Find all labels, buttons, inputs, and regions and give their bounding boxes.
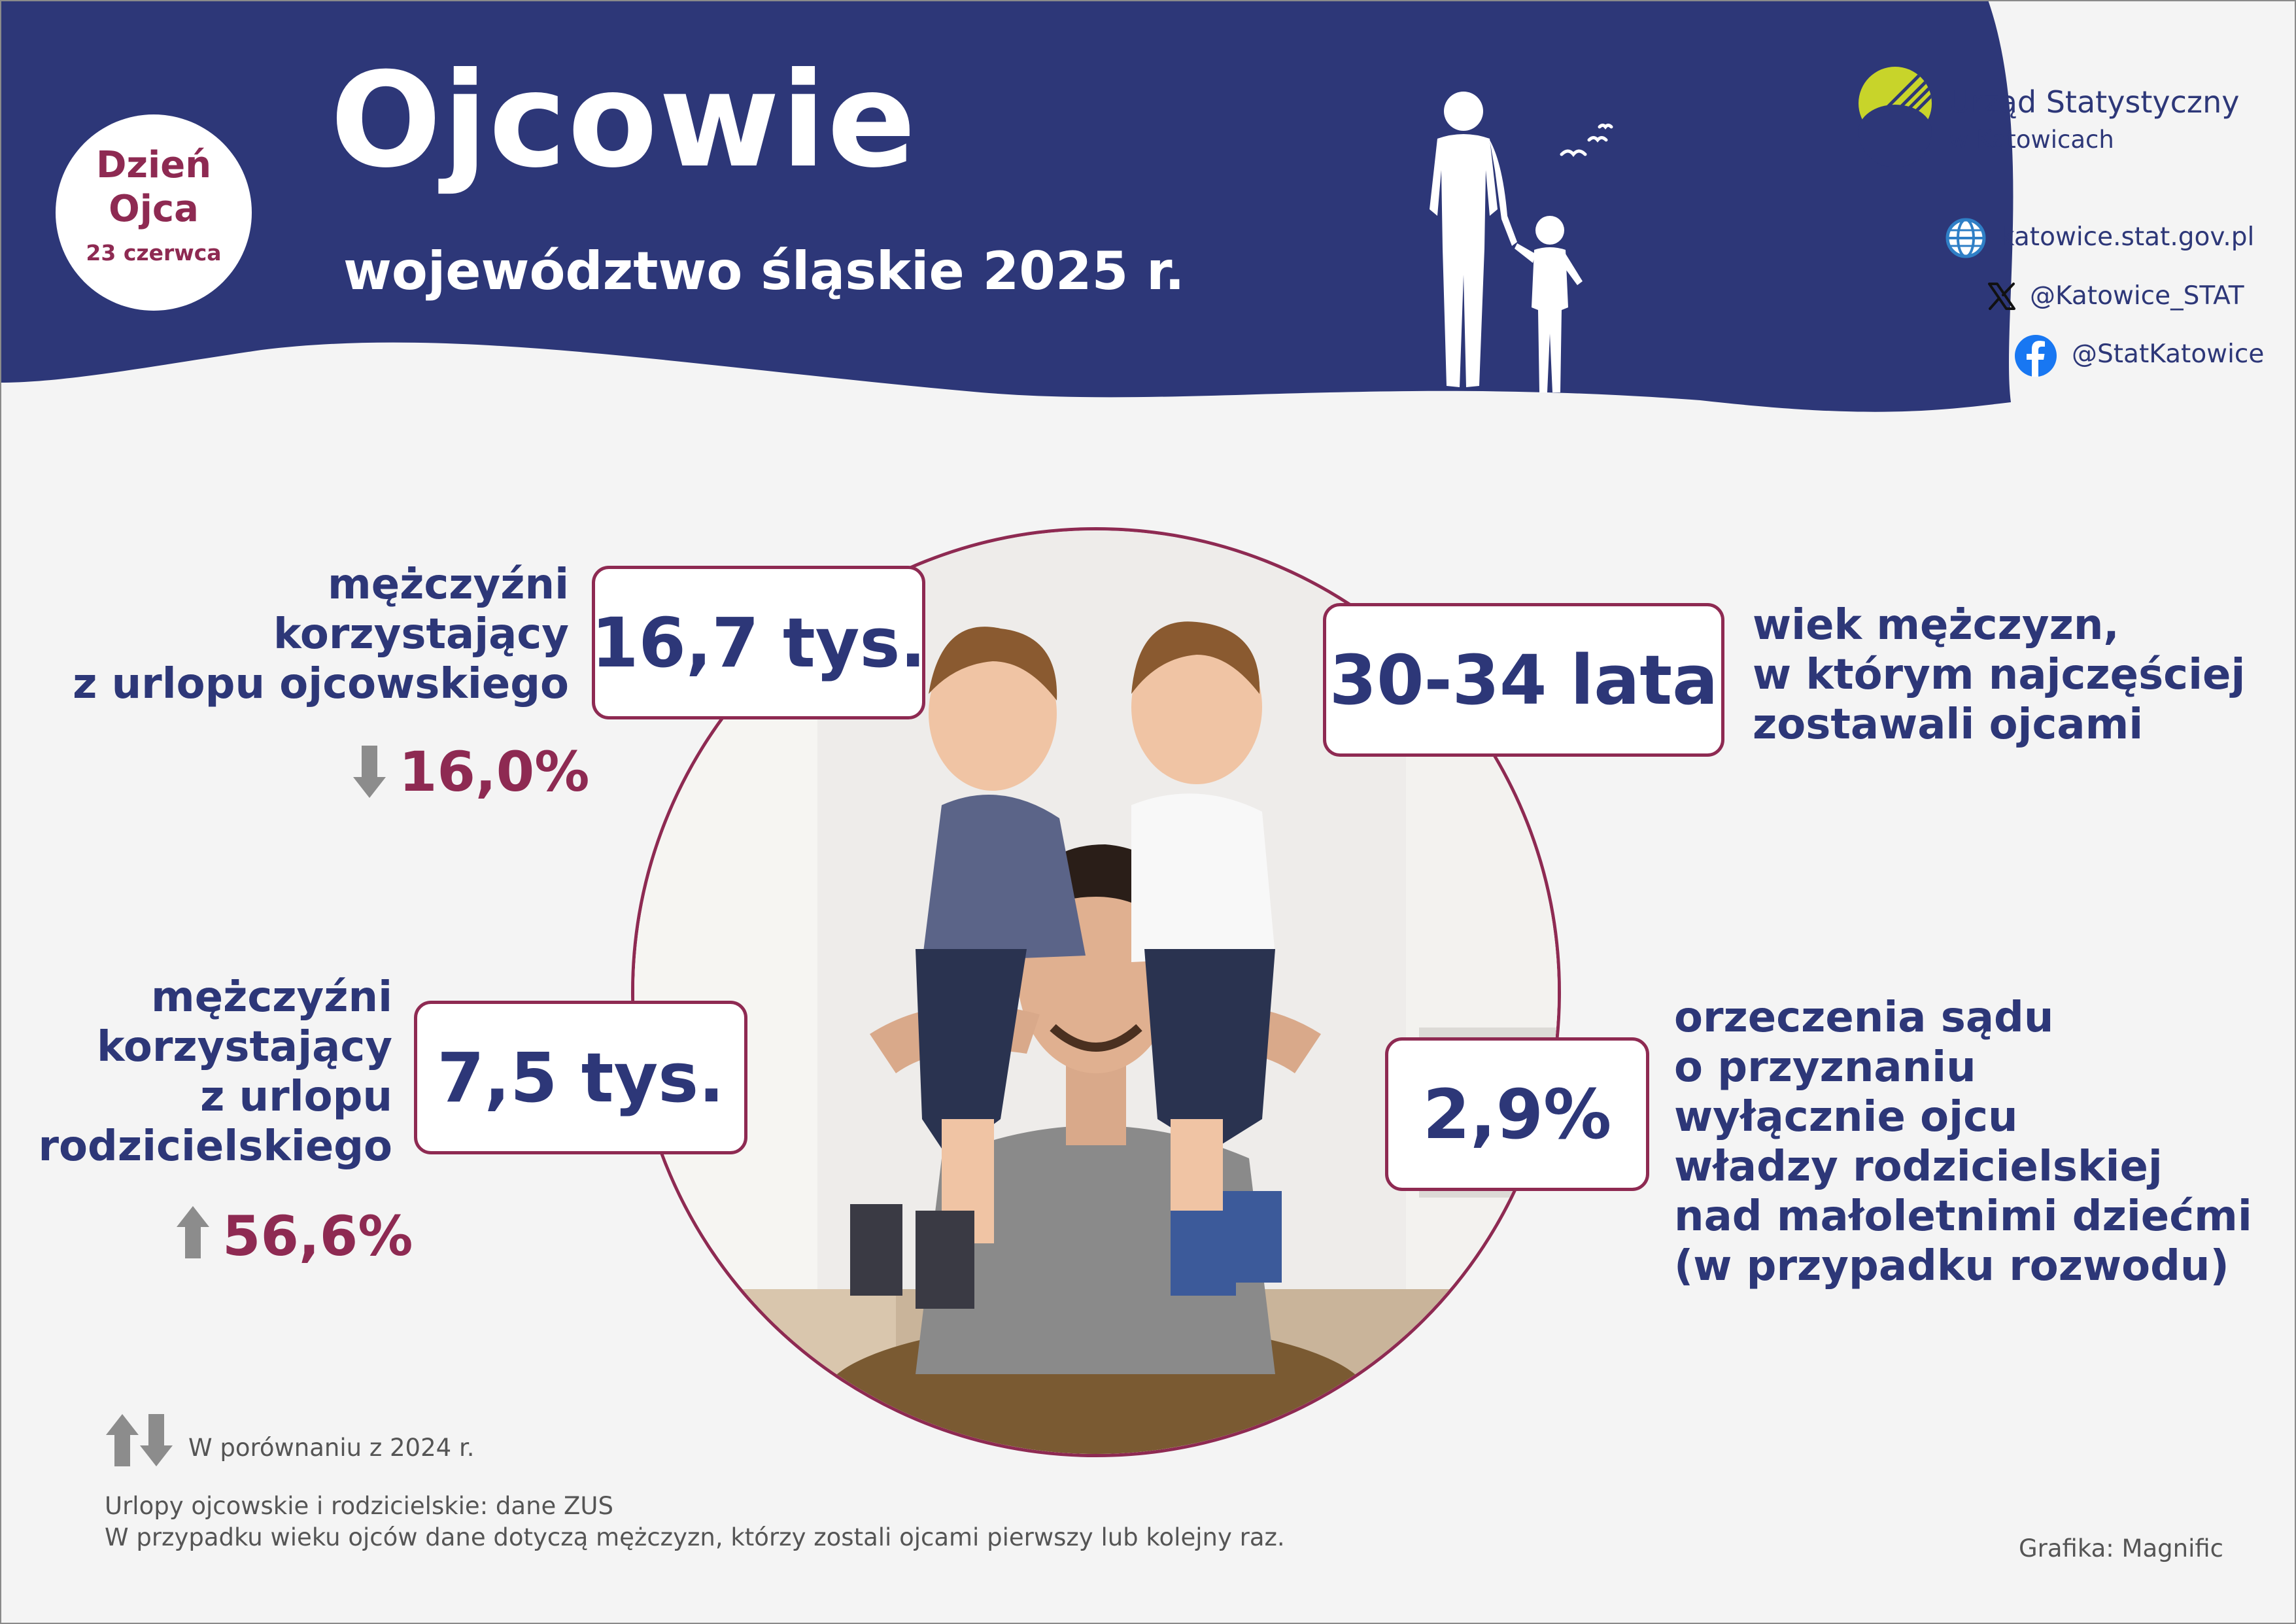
source-note: Urlopy ojcowskie i rodzicielskie: dane ZUS — [105, 1492, 613, 1520]
label-line: nad małoletnimi dziećmi — [1674, 1192, 2252, 1241]
label-line: z urlopu ojcowskiego — [73, 660, 569, 708]
x-handle-link[interactable]: @Katowice_STAT — [2030, 281, 2244, 311]
label-line: korzystający — [273, 610, 569, 659]
custody-share-label — [1674, 993, 2282, 1291]
arrow-down-icon — [352, 744, 387, 799]
label-line: w którym najczęściej — [1753, 651, 2246, 699]
facebook-link[interactable]: @StatKatowice — [2072, 339, 2265, 369]
globe-icon — [1945, 217, 1987, 259]
legend-up-down-arrows-icon — [105, 1413, 174, 1468]
label-line: korzystający — [97, 1023, 392, 1071]
label-line: władzy rodzicielskiej — [1674, 1143, 2163, 1191]
parental-leave-change: 56,6% — [222, 1204, 413, 1268]
parental-leave-value: 7,5 tys. — [414, 1001, 747, 1154]
label-line: wiek mężczyzn, — [1753, 601, 2119, 649]
website-link[interactable]: katowice.stat.gov.pl — [2000, 222, 2255, 252]
label-line: z urlopu — [200, 1073, 392, 1121]
logo-name-line-2: w Katowicach — [1949, 126, 2114, 154]
logo-name-line-1: Urząd Statystyczny — [1949, 84, 2240, 120]
label-line: (w przypadku rozwodu) — [1674, 1242, 2229, 1290]
parental-leave-label — [13, 973, 392, 1171]
stat-office-logo-icon — [1851, 65, 1942, 183]
father-child-silhouette-icon — [1386, 85, 1622, 399]
comparison-legend: W porównaniu z 2024 r. — [188, 1434, 475, 1462]
label-line: wyłącznie ojcu — [1674, 1093, 2018, 1141]
custody-share-value: 2,9% — [1385, 1037, 1649, 1191]
label-line: mężczyźni — [328, 561, 569, 609]
fatherhood-age-label — [1753, 600, 2289, 750]
badge-line-1: Dzień — [95, 144, 212, 186]
graphics-credit: Grafika: Magnific — [2019, 1534, 2224, 1563]
page-subtitle: województwo śląskie 2025 r. — [343, 241, 1185, 302]
x-logo-icon — [1985, 280, 2018, 313]
page-title: Ojcowie — [330, 44, 917, 197]
paternity-leave-value: 16,7 tys. — [592, 566, 925, 719]
label-line: zostawali ojcami — [1753, 700, 2144, 749]
paternity-leave-change: 16,0% — [399, 740, 590, 804]
fatherhood-age-value: 30-34 lata — [1323, 603, 1724, 757]
arrow-up-icon — [175, 1205, 211, 1260]
badge-date: 23 czerwca — [86, 240, 222, 266]
facebook-icon — [2013, 334, 2058, 378]
paternity-leave-label — [52, 560, 569, 709]
label-line: orzeczenia sądu — [1674, 993, 2054, 1042]
label-line: o przyznaniu — [1674, 1043, 1976, 1092]
label-line: mężczyźni — [151, 973, 392, 1022]
fathers-day-badge — [56, 114, 252, 311]
label-line: rodzicielskiego — [38, 1122, 392, 1171]
badge-line-2: Ojca — [109, 188, 199, 230]
methodology-note: W przypadku wieku ojców dane dotyczą mężczyzn, którzy zostali ojcami pierwszy lub kolejny raz. — [105, 1523, 1285, 1551]
